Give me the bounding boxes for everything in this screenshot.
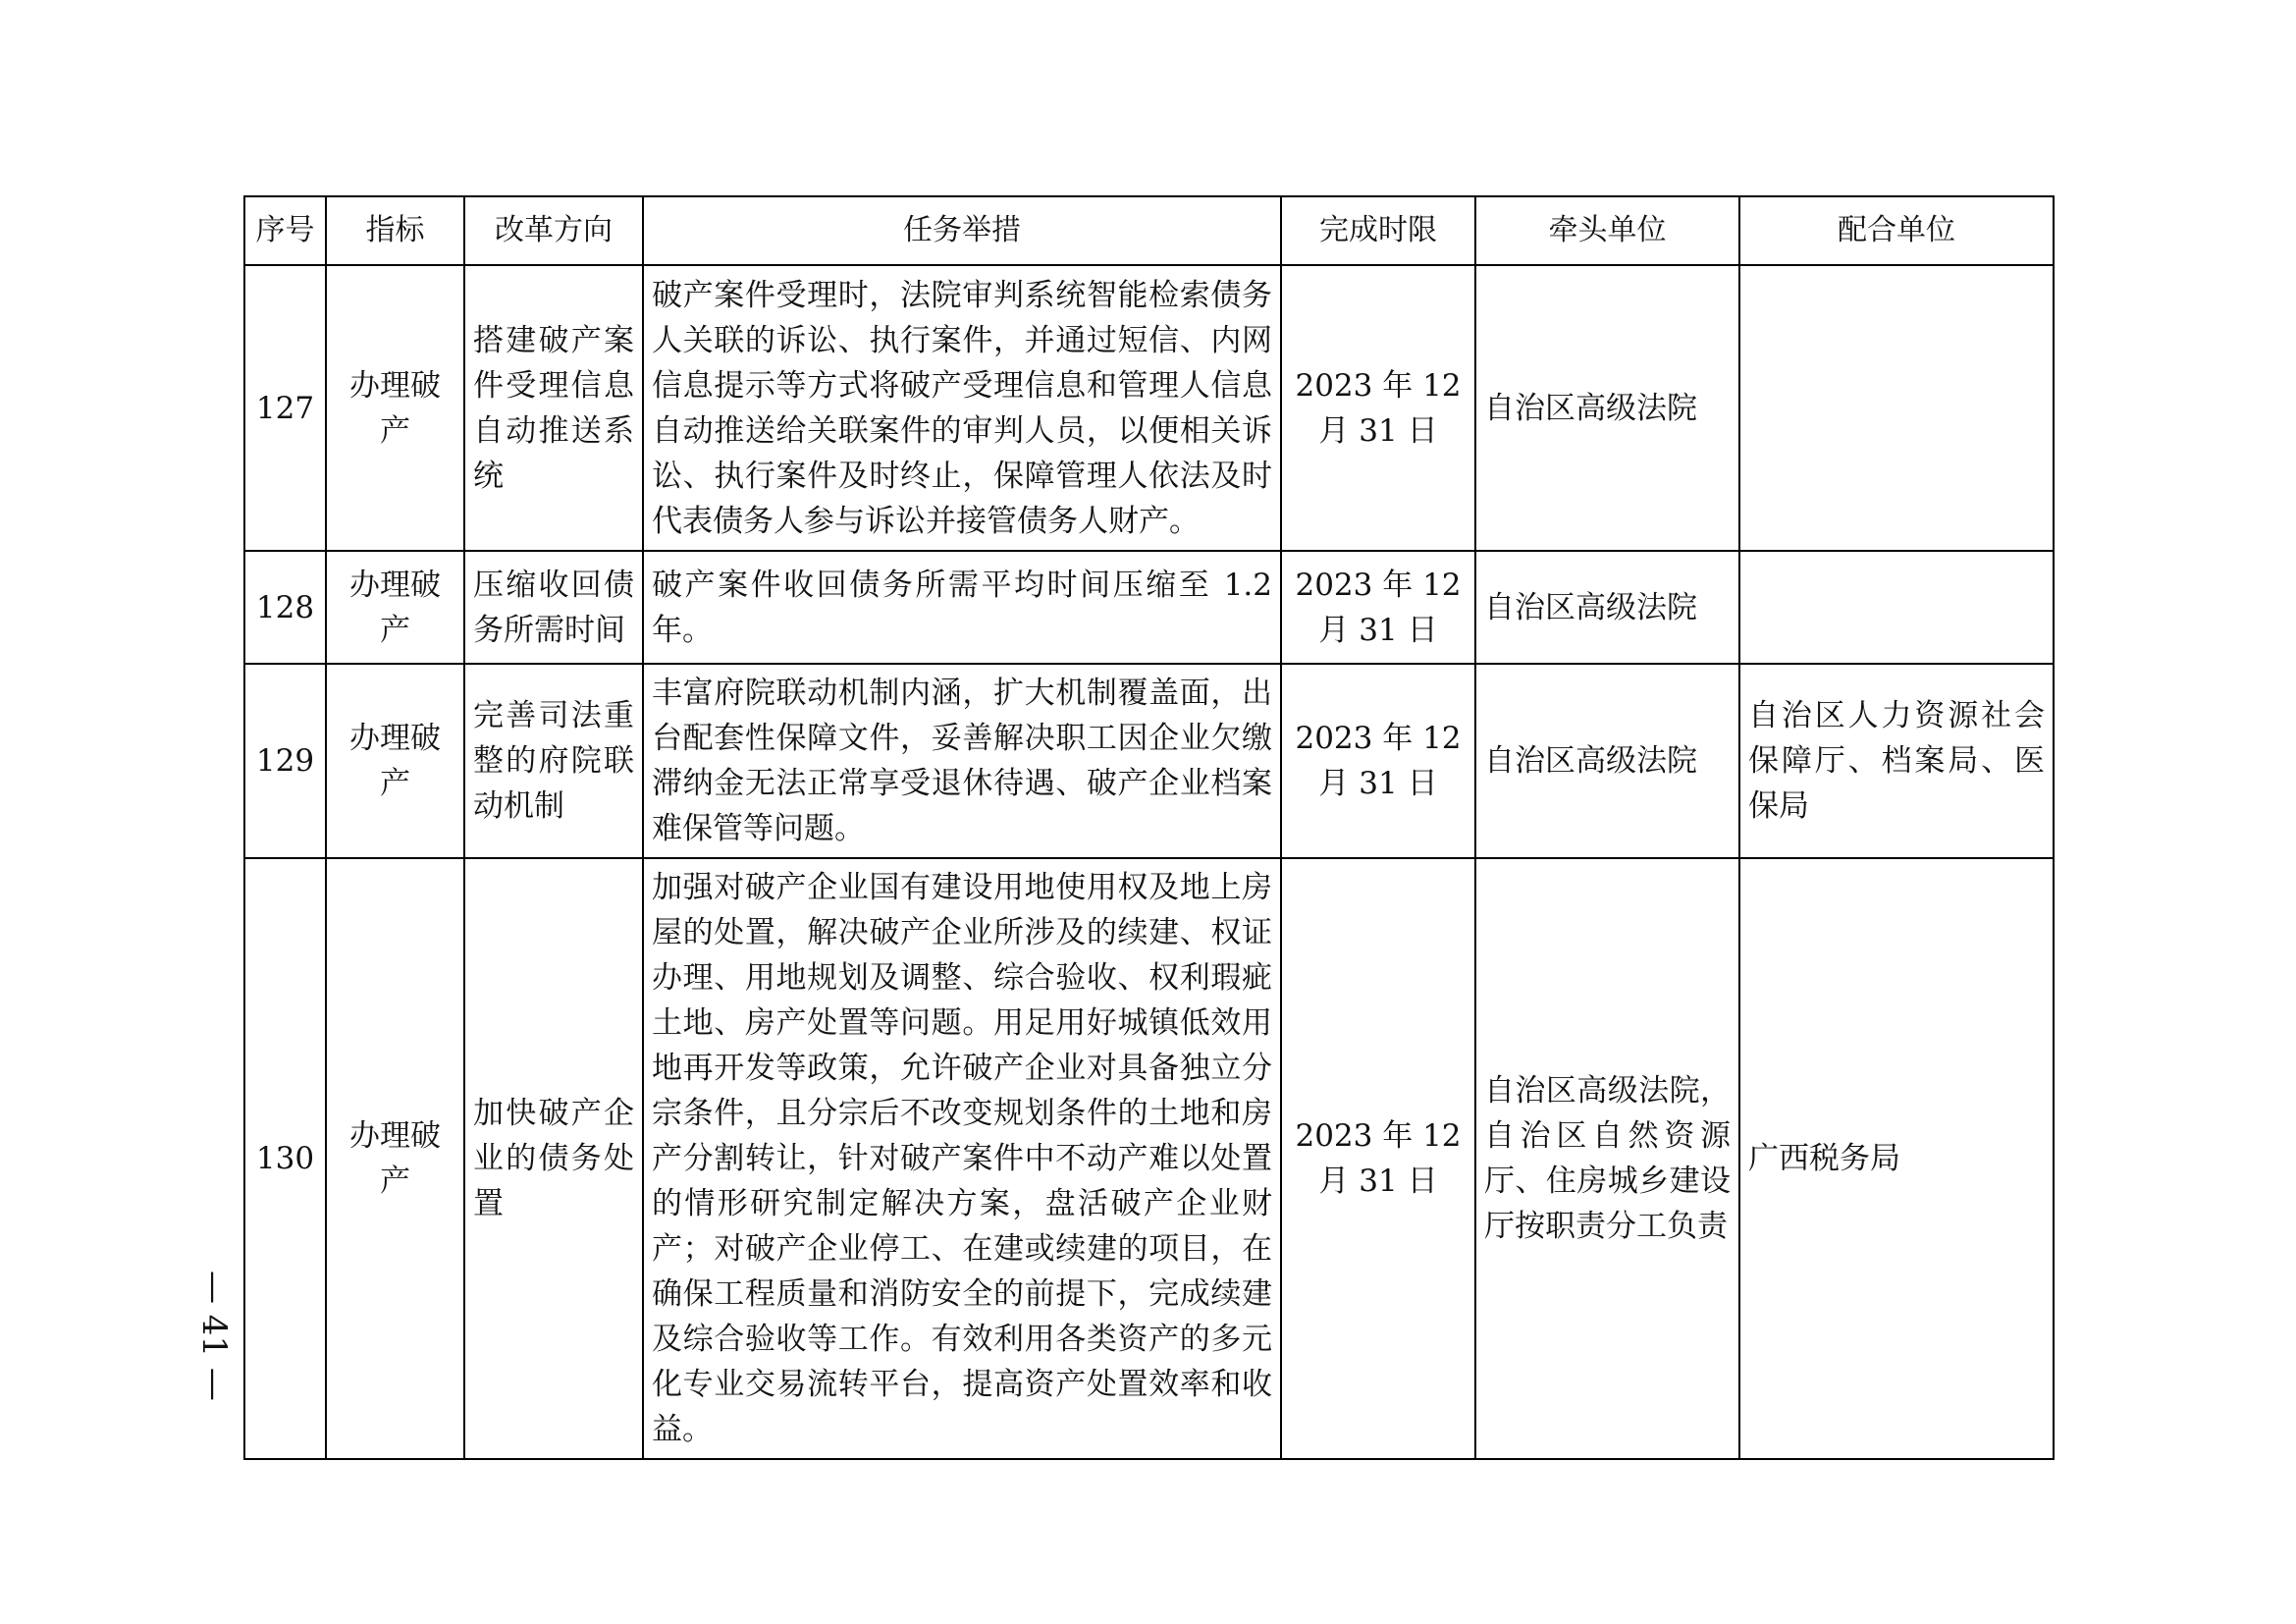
- header-deadline: 完成时限: [1281, 196, 1475, 265]
- table-row: [244, 551, 2054, 664]
- cell-lead: 自治区高级法院: [1475, 265, 1739, 551]
- header-task: 任务举措: [643, 196, 1281, 265]
- table-row: [244, 858, 2054, 1459]
- header-coop: 配合单位: [1739, 196, 2054, 265]
- cell-lead: 自治区高级法院，自治区自然资源厅、住房城乡建设厅按职责分工负责: [1475, 858, 1739, 1459]
- cell-direction: 搭建破产案件受理信息自动推送系统: [464, 265, 643, 551]
- cell-task: 破产案件受理时，法院审判系统智能检索债务人关联的诉讼、执行案件，并通过短信、内网信息提示等方式将破产受理信息和管理人信息自动推送给关联案件的审判人员，以便相关诉讼、执行案件及时终止，保障管理人依法及时代表债务人参与诉讼并接管债务人财产。: [643, 265, 1281, 551]
- cell-task: 破产案件收回债务所需平均时间压缩至 1.2 年。: [643, 551, 1281, 664]
- cell-lead: 自治区高级法院: [1475, 664, 1739, 858]
- cell-coop: 广西税务局: [1739, 858, 2054, 1459]
- cell-deadline: 2023 年 12 月 31 日: [1281, 265, 1475, 551]
- cell-num: 129: [244, 664, 326, 858]
- cell-indicator: 办理破产: [326, 664, 464, 858]
- header-indicator: 指标: [326, 196, 464, 265]
- header-num: 序号: [244, 196, 326, 265]
- cell-deadline: 2023 年 12 月 31 日: [1281, 551, 1475, 664]
- cell-direction: 完善司法重整的府院联动机制: [464, 664, 643, 858]
- cell-direction: 压缩收回债务所需时间: [464, 551, 643, 664]
- cell-indicator: 办理破产: [326, 858, 464, 1459]
- cell-coop: 自治区人力资源社会保障厅、档案局、医保局: [1739, 664, 2054, 858]
- table-row: [244, 664, 2054, 858]
- cell-coop: [1739, 265, 2054, 551]
- cell-indicator: 办理破产: [326, 551, 464, 664]
- cell-direction: 加快破产企业的债务处置: [464, 858, 643, 1459]
- cell-task: 加强对破产企业国有建设用地使用权及地上房屋的处置，解决破产企业所涉及的续建、权证办理、用地规划及调整、综合验收、权利瑕疵土地、房产处置等问题。用足用好城镇低效用地再开发等政策，允许破产企业对具备独立分宗条件，且分宗后不改变规划条件的土地和房产分割转让，针对破产案件中不动产难以处置的情形研究制定解决方案，盘活破产企业财产；对破产企业停工、在建或续建的项目，在确保工程质量和消防安全的前提下，完成续建及综合验收等工作。有效利用各类资产的多元化专业交易流转平台，提高资产处置效率和收益。: [643, 858, 1281, 1459]
- page-number: — 41 —: [194, 1270, 234, 1401]
- cell-deadline: 2023 年 12 月 31 日: [1281, 664, 1475, 858]
- task-table: [243, 195, 2055, 1460]
- header-lead: 牵头单位: [1475, 196, 1739, 265]
- cell-deadline: 2023 年 12 月 31 日: [1281, 858, 1475, 1459]
- cell-num: 127: [244, 265, 326, 551]
- table-header-row: [244, 196, 2054, 265]
- cell-coop: [1739, 551, 2054, 664]
- cell-lead: 自治区高级法院: [1475, 551, 1739, 664]
- table-row: [244, 265, 2054, 551]
- cell-task: 丰富府院联动机制内涵，扩大机制覆盖面，出台配套性保障文件，妥善解决职工因企业欠缴滞纳金无法正常享受退休待遇、破产企业档案难保管等问题。: [643, 664, 1281, 858]
- cell-num: 130: [244, 858, 326, 1459]
- cell-num: 128: [244, 551, 326, 664]
- header-direction: 改革方向: [464, 196, 643, 265]
- cell-indicator: 办理破产: [326, 265, 464, 551]
